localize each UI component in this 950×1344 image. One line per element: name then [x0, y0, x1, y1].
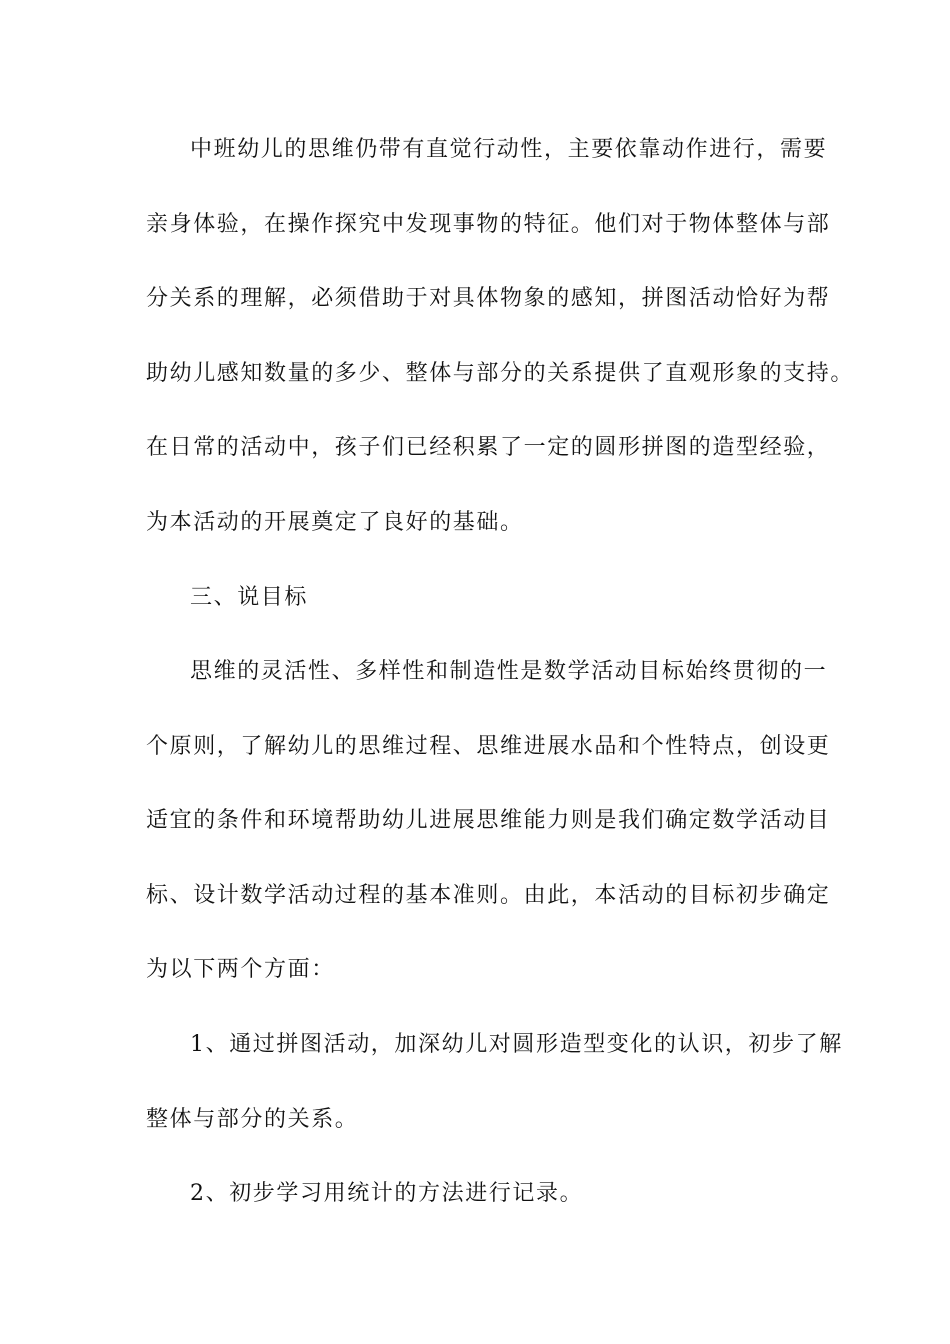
paragraph-line: 分关系的理解，必须借助于对具体物象的感知，拼图活动恰好为帮: [146, 286, 831, 311]
list-item: 1、通过拼图活动，加深幼儿对圆形造型变化的认识，初步了解: [190, 1032, 843, 1057]
paragraph-line: 适宜的条件和环境帮助幼儿进展思维能力则是我们确定数学活动目: [146, 808, 831, 833]
paragraph-line: 标、设计数学活动过程的基本准则。由此，本活动的目标初步确定: [146, 883, 831, 908]
paragraph-line: 思维的灵活性、多样性和制造性是数学活动目标始终贯彻的一: [190, 659, 828, 684]
paragraph-line: 在日常的活动中，孩子们已经积累了一定的圆形拼图的造型经验，: [146, 435, 831, 460]
paragraph-line: 为本活动的开展奠定了良好的基础。: [146, 510, 524, 535]
paragraph-line: 个原则，了解幼儿的思维过程、思维进展水品和个性特点，创设更: [146, 734, 831, 759]
paragraph-line: 为以下两个方面：: [146, 957, 335, 982]
section-heading: 三、说目标: [190, 585, 309, 610]
paragraph-line: 助幼儿感知数量的多少、整体与部分的关系提供了直观形象的支持。: [146, 361, 855, 386]
paragraph-line: 中班幼儿的思维仍带有直觉行动性，主要依靠动作进行，需要: [190, 137, 828, 162]
paragraph-line: 亲身体验，在操作探究中发现事物的特征。他们对于物体整体与部: [146, 212, 831, 237]
list-item-continuation: 整体与部分的关系。: [146, 1107, 359, 1132]
list-item: 2、初步学习用统计的方法进行记录。: [190, 1181, 584, 1206]
